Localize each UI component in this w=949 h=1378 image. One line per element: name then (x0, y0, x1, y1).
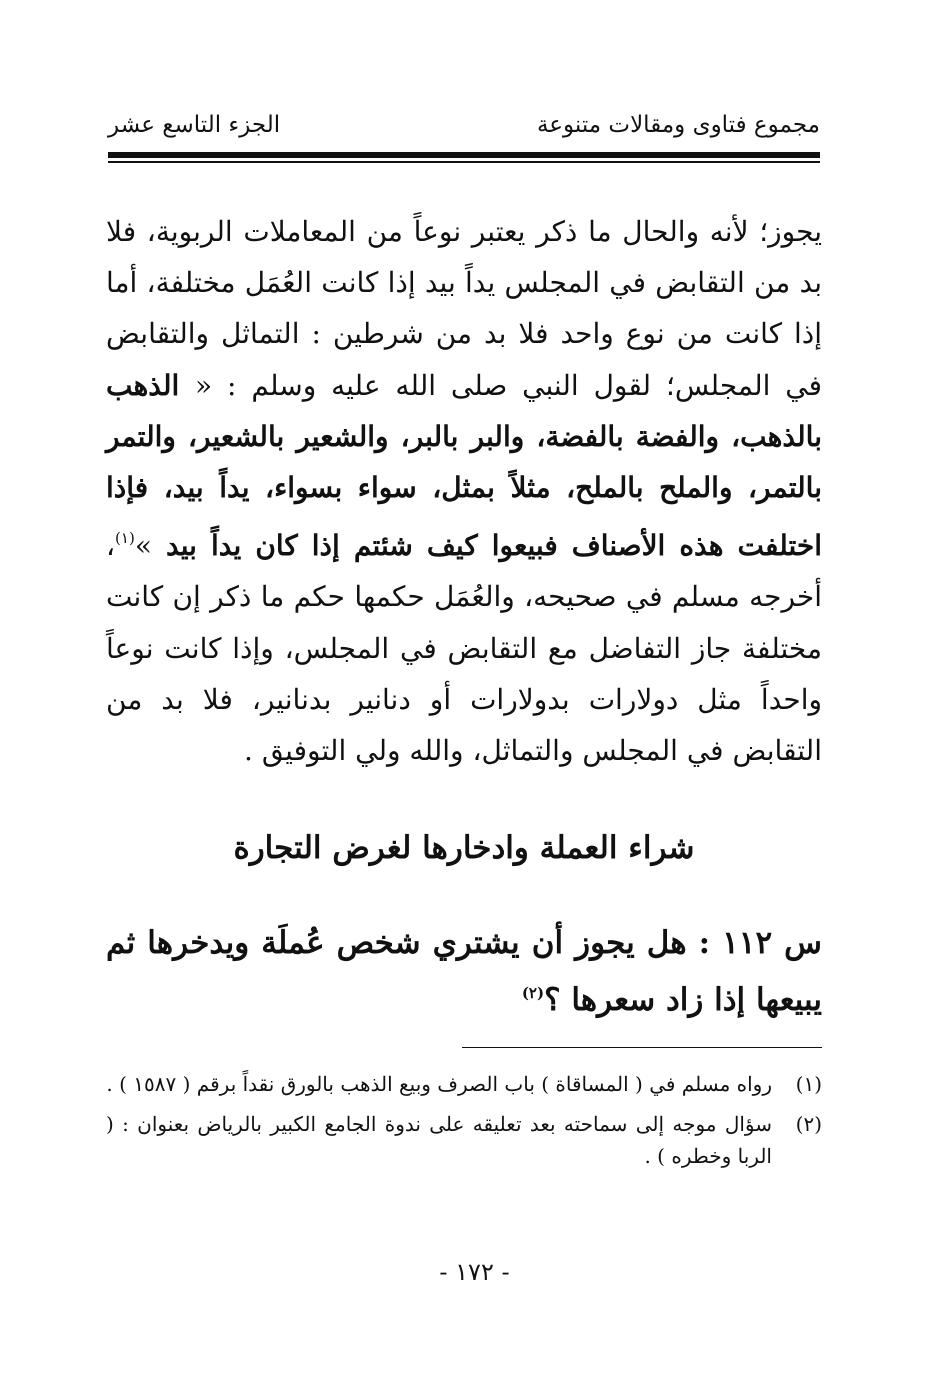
header-rule-thick (108, 152, 820, 158)
footnote-text: سؤال موجه إلى سماحته بعد تعليقه على ندوة الجامع الكبير بالرياض بعنوان : ( الربا وخطره ) . (106, 1112, 772, 1168)
volume-label: الجزء التاسع عشر (108, 112, 281, 138)
body-continuation: ، أخرجه مسلم في صحيحه، والعُمَل حكمها حكم ما ذكر إن كانت مختلفة جاز التفاضل مع التقابض في المجلس، وإذا كانت نوعاً واحداً مثل دولارات بدولارات أو دنانير بدنانير، فلا بد من التقابض في المجلس والتماثل، والله ولي التوفيق . (106, 529, 822, 768)
close-quote: » (134, 529, 152, 563)
hadith-quote: الذهب بالذهب، والفضة بالفضة، والبر بالبر، والشعير بالشعير، والتمر بالتمر، والملح بالملح، مثلاً بمثل، سواء بسواء، يداً بيد، فإذا اختلفت هذه الأصناف فبيعوا كيف شئتم إذا كان يداً بيد (106, 368, 822, 563)
footnote-ref-2[interactable]: (٢) (521, 984, 545, 1002)
book-title: مجموع فتاوى ومقالات متنوعة (536, 112, 820, 138)
header-rule-thin (108, 161, 820, 163)
footnote-number: (٢) (795, 1112, 822, 1136)
question-body: س ١١٢ : هل يجوز أن يشتري شخص عُملَة ويدخرها ثم يبيعها إذا زاد سعرها ؟ (106, 925, 822, 1018)
footnote-number: (١) (795, 1072, 822, 1096)
footnote-item (106, 1108, 822, 1172)
footnote-ref-1[interactable]: (١) (115, 529, 135, 548)
question-text (106, 918, 822, 1025)
footnote-text: رواه مسلم في ( المساقاة ) باب الصرف وبيع الذهب بالورق نقداً برقم ( ١٥٨٧ ) . (106, 1072, 772, 1096)
footnote-separator (462, 1047, 822, 1048)
footnotes (106, 1068, 822, 1180)
page-number: - ١٧٢ - (439, 1258, 510, 1286)
body-intro: يجوز؛ لأنه والحال ما ذكر يعتبر نوعاً من المعاملات الربوية، فلا بد من التقابض في المجلس يداً بيد إذا كانت العُمَل مختلفة، أما إذا كانت من نوع واحد فلا بد من شرطين : التماثل والتقابض في المجلس؛ لقول النبي صلى الله عليه وسلم : « (106, 215, 822, 402)
footnote-item (106, 1068, 822, 1100)
running-header (108, 112, 820, 152)
section-title: شراء العملة وادخارها لغرض التجارة (233, 830, 695, 866)
body-paragraph (106, 206, 822, 776)
